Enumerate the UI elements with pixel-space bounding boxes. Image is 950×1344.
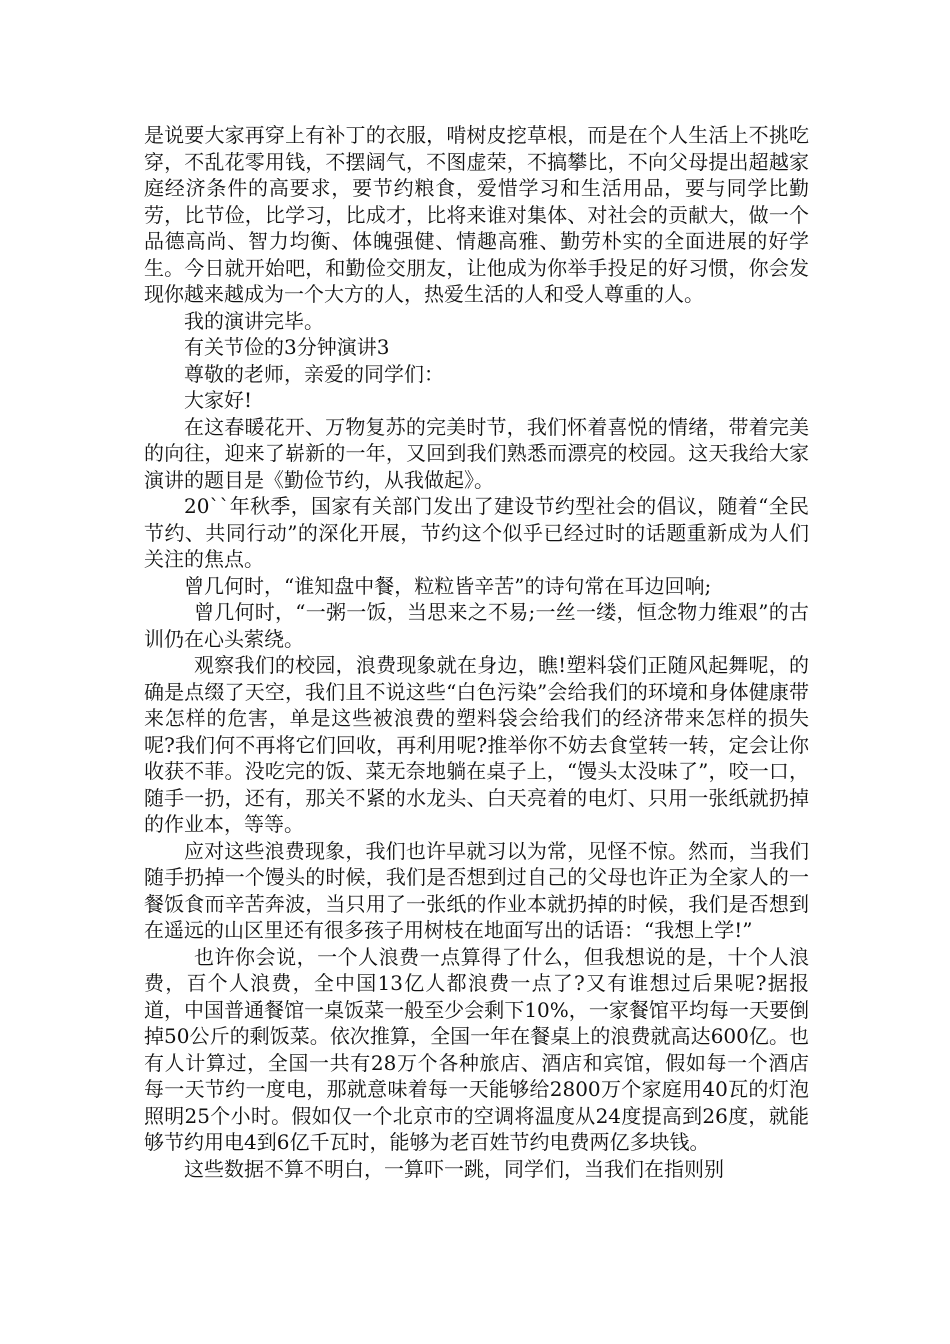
paragraph-campus: 观察我们的校园，浪费现象就在身边，瞧!塑料袋们正随风起舞呢，的确是点缀了天空，我们且不说这些“白色污染”会给我们的环境和身体健康带来怎样的危害，单是这些被浪费的塑料袋会给我们的经济带来怎样的损失呢?我们何不再将它们回收，再利用呢?推举你不妨去食堂转一转，定会让你收获不菲。没吃完的饭、菜无奈地躺在桌子上，“馒头太没味了”，咬一口，随手一扔，还有，那关不紧的水龙头、白天亮着的电灯、只用一张纸就扔掉的作业本，等等。: [144, 653, 809, 836]
salutation: 尊敬的老师，亲爱的同学们：: [184, 361, 444, 386]
paragraph-intro-continuation: 是说要大家再穿上有补丁的衣服，啃树皮挖草根，而是在个人生活上不挑吃穿，不乱花零用钱，不摆阔气，不图虚荣，不搞攀比，不向父母提出超越家庭经济条件的高要求，要节约粮食，爱惜学习和生活用品，要与同学比勤劳，比节俭，比学习，比成才，比将来谁对集体、对社会的贡献大，做一个品德高尚、智力均衡、体魄强健、情趣高雅、勤劳朴实的全面进展的好学生。今日就开始吧，和勤俭交朋友，让他成为你举手投足的好习惯，你会发现你越来越成为一个大方的人，热爱生活的人和受人尊重的人。: [144, 123, 809, 306]
paragraph-final: 这些数据不算不明白，一算吓一跳，同学们，当我们在指则别: [184, 1156, 724, 1181]
paragraph-autumn: 20``年秋季，国家有关部门发出了建设节约型社会的倡议，随着“全民节约、共同行动”的深化开展，节约这个似乎已经过时的话题重新成为人们关注的焦点。: [144, 494, 809, 571]
document-body: [144, 122, 809, 1182]
paragraph-response: 应对这些浪费现象，我们也许早就习以为常，见怪不惊。然而，当我们随手扔掉一个馒头的时候，我们是否想到过自己的父母也许正为全家人的一餐饭食而辛苦奔波，当只用了一张纸的作业本就扔掉的时候，我们是否想到在遥远的山区里还有很多孩子用树枝在地面写出的话语：“我想上学!”: [144, 838, 809, 942]
paragraph-statistics: 也许你会说，一个人浪费一点算得了什么，但我想说的是，十个人浪费，百个人浪费，全中国13亿人都浪费一点了?又有谁想过后果呢?据报道，中国普通餐馆一桌饭菜一般至少会剩下10%，一家餐馆平均每一天要倒掉50公斤的剩饭菜。依次推算，全国一年在餐桌上的浪费就高达600亿。也有人计算过，全国一共有28万个各种旅店、酒店和宾馆，假如每一个酒店每一天节约一度电，那就意味着每一天能够给2800万个家庭用40瓦的灯泡照明25个小时。假如仅一个北京市的空调将温度从24度提高到26度，就能够节约用电4到6亿千瓦时，能够为老百姓节约电费两亿多块钱。: [144, 944, 809, 1154]
paragraph-poem: 曾几何时，“谁知盘中餐，粒粒皆辛苦”的诗句常在耳边回响;: [184, 573, 712, 598]
paragraph-closing: 我的演讲完毕。: [184, 308, 324, 333]
paragraph-spring: 在这春暖花开、万物复苏的完美时节，我们怀着喜悦的情绪，带着完美的向往，迎来了崭新的一年，又回到我们熟悉而漂亮的校园。这天我给大家演讲的题目是《勤俭节约，从我做起》。: [144, 414, 809, 492]
greeting: 大家好!: [184, 388, 253, 412]
speech-title: 有关节俭的3分钟演讲3: [184, 335, 390, 359]
paragraph-ancient-saying: 曾几何时，“一粥一饭，当思来之不易;一丝一缕，恒念物力维艰”的古训仍在心头萦绕。: [144, 600, 809, 651]
